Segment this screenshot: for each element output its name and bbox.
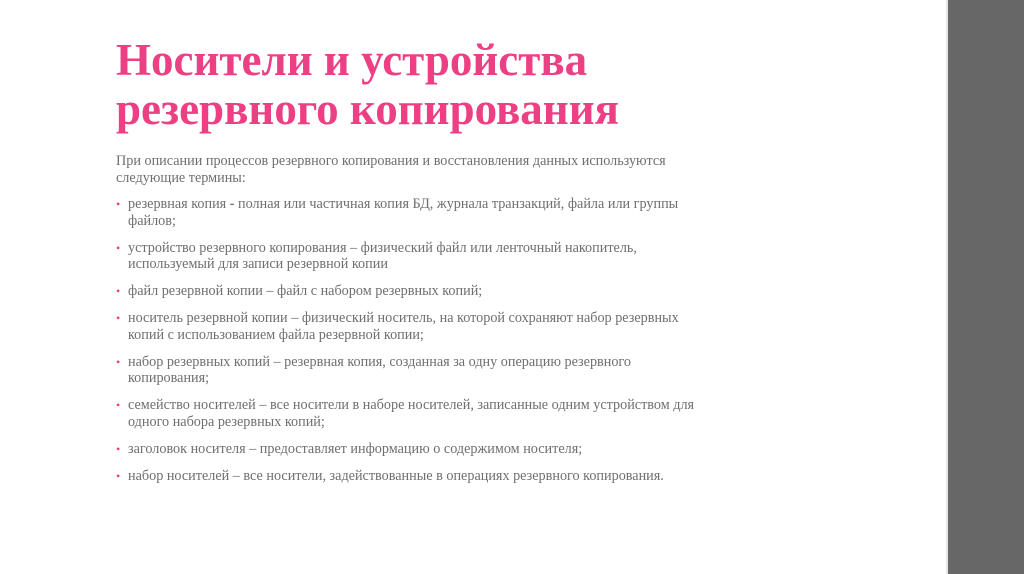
list-item-term: резервная копия [128, 196, 230, 212]
intro-paragraph [116, 153, 826, 186]
bullet-icon: • [116, 354, 121, 369]
intro-line-2: следующие термины: [116, 169, 246, 186]
slide-title [116, 36, 916, 134]
list-item-line-2: одного набора резервных копий; [128, 413, 325, 430]
intro-line-1: При описании процессов резервного копирования и восстановления данных используются [116, 153, 666, 169]
bullet-icon: • [116, 284, 121, 298]
list-item-line-1 [128, 196, 826, 213]
list-item-hyphen: - [229, 196, 235, 212]
list-item-line-1: набор резервных копий – резервная копия, созданная за одну операцию резервного [128, 353, 631, 370]
bullet-icon: • [116, 441, 121, 456]
list-item-line-1: семейство носителей – все носители в наборе носителей, записанные одним устройством для [128, 397, 695, 413]
bullet-icon: • [116, 240, 121, 255]
list-item [116, 310, 826, 343]
list-item [116, 441, 826, 458]
terms-list [116, 196, 826, 484]
list-item-line-1: устройство резервного копирования – физический файл или ленточный накопитель, [128, 239, 637, 256]
bullet-icon: • [116, 468, 121, 483]
list-item-line-1: файл резервной копии – файл с набором резервных копий; [128, 283, 483, 299]
list-item-line-1: заголовок носителя – предоставляет информацию о содержимом носителя; [128, 440, 583, 457]
slide-title-line-1: Носители и устройства [116, 35, 588, 85]
list-item-line-1: набор носителей – все носители, задействованные в операциях резервного копирования. [128, 467, 664, 484]
list-item-line-2: файлов; [128, 212, 176, 229]
list-item-line-2: копирования; [128, 370, 210, 386]
list-item [116, 196, 826, 229]
list-item [116, 468, 826, 485]
slide-title-line-2: резервного копирования [116, 84, 619, 134]
list-item-line-1: носитель резервной копии – физический носитель, на которой сохраняют набор резервных [128, 310, 679, 326]
list-item [116, 354, 826, 387]
bullet-icon: • [116, 197, 121, 211]
bullet-icon: • [116, 398, 121, 412]
side-bar [948, 0, 1024, 574]
list-item-line-2: используемый для записи резервной копии [128, 256, 388, 272]
list-item [116, 397, 826, 430]
slide-body [116, 153, 826, 495]
list-item-line-2: копий с использованием файла резервной копии; [128, 326, 424, 343]
list-item [116, 240, 826, 273]
list-item-definition: полная или частичная копия БД, журнала транзакций, файла или группы [234, 196, 679, 212]
list-item [116, 283, 826, 300]
bullet-icon: • [116, 311, 121, 325]
